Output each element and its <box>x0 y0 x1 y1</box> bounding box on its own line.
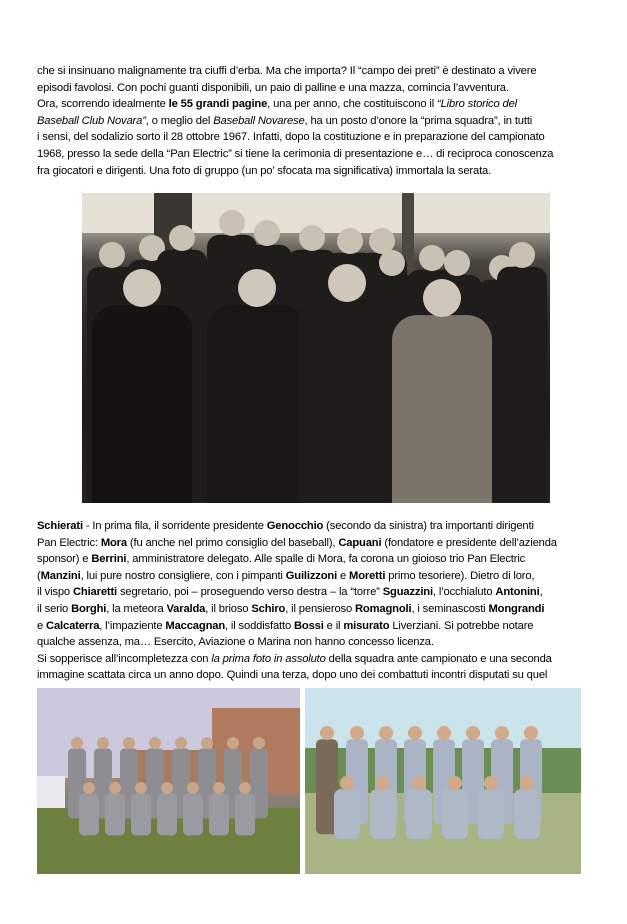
text-run: immagine scattata circa un anno dopo. Quindi una terza, dopo uno dei combattuti incontri disputati su quel <box>37 669 548 682</box>
text-run: , l’impaziente <box>99 619 166 632</box>
intro-paragraph <box>37 63 597 179</box>
bold-text: Moretti <box>349 569 386 582</box>
caption-line <box>37 634 597 651</box>
text-run: e <box>337 569 350 582</box>
caption-line <box>37 651 597 668</box>
group-photo <box>82 193 550 503</box>
text-run: il serio <box>37 602 72 615</box>
intro-line <box>37 96 597 113</box>
bold-text: Sguazzini <box>382 586 433 599</box>
bold-text: Genocchio <box>266 520 324 532</box>
bold-text: Borghi <box>71 602 107 615</box>
caption-line <box>37 667 597 684</box>
text-run: (fu anche nel primo consiglio del baseball), <box>126 536 339 549</box>
caption-line <box>37 618 597 635</box>
text-run: e il <box>323 619 344 632</box>
bold-text: misurato <box>343 619 390 632</box>
bold-text: Schiro <box>251 602 286 615</box>
text-run: , amministratore delegato. Alle spalle di Mora, fa corona un gioioso trio Pan Electric <box>126 553 526 566</box>
intro-line <box>37 163 597 180</box>
person-back-row <box>497 242 547 503</box>
text-run: episodi favolosi. Con pochi guanti disponibili, un paio di palline e una mazza, comincia l’avventura. <box>37 81 509 94</box>
text-run: , il brioso <box>205 602 252 615</box>
text-run: , o meglio del <box>145 114 214 127</box>
team-photo-1 <box>37 688 300 874</box>
caption-line <box>37 584 597 601</box>
text-run: primo tesoriere). Dietro di loro, <box>385 569 535 582</box>
text-run: , ha un posto d’onore la “prima squadra”, in tutti <box>304 114 533 127</box>
team-photo-1-illustration <box>37 688 300 874</box>
text-run: (fondatore e presidente dell’azienda <box>381 536 557 549</box>
italic-text: “Libro storico del <box>437 98 518 111</box>
text-run: , una per anno, che costituiscono il <box>267 98 438 111</box>
text-run: Ora, scorrendo idealmente <box>37 98 169 111</box>
bold-text: Berrini <box>91 553 127 566</box>
bold-text: Manzini <box>40 569 81 582</box>
text-run: , il soddisfatto <box>225 619 294 632</box>
bold-text: Bossi <box>293 619 324 632</box>
text-run: , lui pure nostro consigliere, con i pimpanti <box>80 569 286 582</box>
text-run: 1968, presso la sede della “Pan Electric” si tiene la cerimonia di presentazione e… di reciproca conoscenza <box>37 147 554 160</box>
text-run: , il pensieroso <box>285 602 355 615</box>
caption-line <box>37 535 597 552</box>
bold-text: Maccagnan <box>165 619 226 632</box>
team-photo-2-illustration <box>305 688 581 874</box>
bold-text: Capuani <box>338 536 382 549</box>
text-run: (secondo da sinistra) tra importanti dirigenti <box>323 520 534 532</box>
text-run: e <box>37 619 47 632</box>
bold-text: Antonini <box>495 586 540 599</box>
text-run: - In prima fila, il sorridente presidente <box>82 520 267 532</box>
italic-text: Baseball Club Novara” <box>37 114 146 127</box>
caption-line <box>37 568 597 585</box>
text-run: Pan Electric: <box>37 536 101 549</box>
bold-text: Calcaterra <box>46 619 100 632</box>
bold-text: Romagnoli <box>354 602 412 615</box>
text-run: , l’occhialuto <box>432 586 496 599</box>
intro-line <box>37 63 597 80</box>
text-run: ( <box>37 569 41 582</box>
shed <box>37 776 65 811</box>
team-photo-2 <box>305 688 581 874</box>
bold-text: Mongrandi <box>488 602 545 615</box>
caption-line <box>37 551 597 568</box>
text-run: Liverziani. Si potrebbe notare <box>389 619 534 632</box>
people-group <box>87 210 547 503</box>
intro-line <box>37 146 597 163</box>
intro-line <box>37 80 597 97</box>
text-run: Si sopperisce all’incompletezza con <box>37 652 212 665</box>
intro-line <box>37 113 597 130</box>
text-run: sponsor) e <box>37 553 92 566</box>
bold-text: Schierati <box>37 520 83 532</box>
italic-text: la prima foto in assoluto <box>211 652 326 665</box>
caption-line <box>37 601 597 618</box>
bold-text: Chiaretti <box>72 586 117 599</box>
text-run: segretario, poi – proseguendo verso destra – la “torre” <box>117 586 383 599</box>
text-run: che si insinuano malignamente tra ciuffi d’erba. Ma che importa? Il “campo dei preti” è destinato a vivere <box>37 65 537 77</box>
intro-line <box>37 129 597 146</box>
bold-text: Varalda <box>166 602 206 615</box>
text-run: , la meteora <box>106 602 167 615</box>
text-run: qualche assenza, ma… Esercito, Aviazione o Marina non hanno concesso licenza. <box>37 636 434 649</box>
caption-paragraph <box>37 518 597 684</box>
text-run: della squadra ante campionato e una seconda <box>325 652 552 665</box>
italic-text: Baseball Novarese <box>213 114 305 127</box>
bold-text: Mora <box>100 536 127 549</box>
bold-text: Guilizzoni <box>285 569 338 582</box>
bold-text: le 55 grandi pagine <box>168 98 268 111</box>
caption-line <box>37 518 597 535</box>
text-run: fra giocatori e dirigenti. Una foto di gruppo (un po’ sfocata ma significativa) immortala la serata. <box>37 164 492 177</box>
group-photo-illustration <box>82 193 550 503</box>
text-run: i sensi, del sodalizio sorto il 28 ottobre 1967. Infatti, dopo la costituzione e in preparazione del campionato <box>37 131 545 144</box>
text-run: , <box>539 586 543 599</box>
text-run: , i seminascosti <box>411 602 489 615</box>
text-run: il vispo <box>37 586 73 599</box>
